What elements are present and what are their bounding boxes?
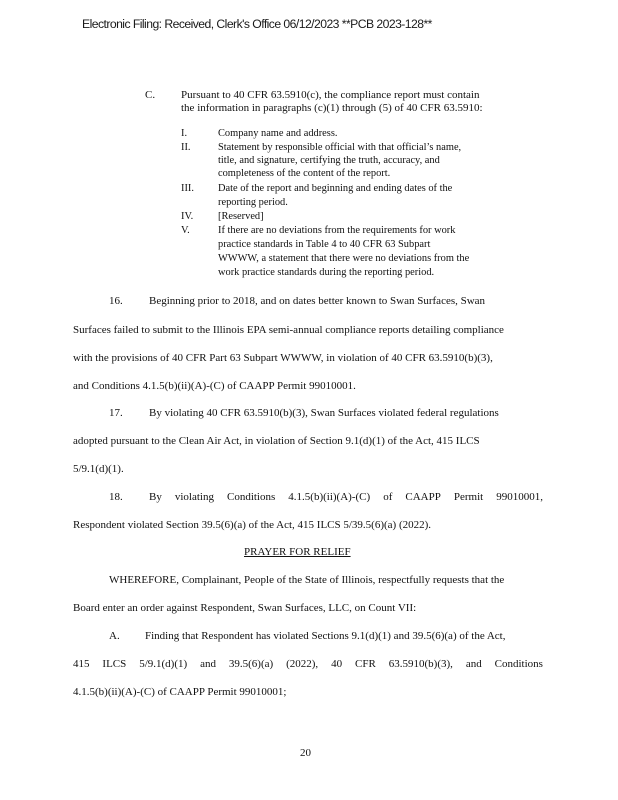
word: 4.1.5(b)(ii)(A)-(C) (288, 491, 371, 503)
paragraph-line: Board enter an order against Respondent, Swan Surfaces, LLC, on Count VII: (73, 602, 417, 614)
word: Permit (453, 491, 484, 503)
list-item-text: title, and signature, certifying the truth, accuracy, and (218, 155, 440, 166)
page-number: 20 (300, 747, 311, 759)
word: Conditions (494, 658, 543, 670)
paragraph-number: 17. (109, 407, 123, 419)
paragraph-line: and Conditions 4.1.5(b)(ii)(A)-(C) of CAAPP Permit 99010001. (73, 380, 356, 392)
list-marker: III. (181, 183, 194, 194)
list-item-text: Date of the report and beginning and ending dates of the (218, 183, 453, 194)
word: 63.5910(b)(3), (388, 658, 453, 670)
paragraph-line: 4.1.5(b)(ii)(A)-(C) of CAAPP Permit 99010001; (73, 686, 287, 698)
filing-header: Electronic Filing: Received, Clerk's Office 06/12/2023 **PCB 2023-128** (82, 17, 432, 31)
list-item-text: WWWW, a statement that there were no deviations from the (218, 253, 470, 264)
word: and (200, 658, 216, 670)
section-heading: PRAYER FOR RELIEF (244, 546, 351, 558)
word: violating (174, 491, 214, 503)
list-marker: IV. (181, 211, 194, 222)
item-marker: A. (109, 630, 120, 642)
list-item-text: If there are no deviations from the requirements for work (218, 225, 456, 236)
word: 99010001, (496, 491, 543, 503)
word: of (383, 491, 393, 503)
word: CAAPP (405, 491, 441, 503)
word: 39.5(6)(a) (228, 658, 274, 670)
word: 5/9.1(d)(1) (139, 658, 188, 670)
word: Conditions (226, 491, 276, 503)
list-item-text: reporting period. (218, 197, 288, 208)
word: (2022), (286, 658, 319, 670)
word: CFR (355, 658, 376, 670)
list-marker: II. (181, 142, 191, 153)
word: 415 (73, 658, 90, 670)
section-c-line: Pursuant to 40 CFR 63.5910(c), the compliance report must contain (181, 89, 480, 101)
list-item-text: [Reserved] (218, 211, 264, 222)
paragraph-number: 16. (109, 295, 123, 307)
list-marker: I. (181, 128, 188, 139)
paragraph-line: with the provisions of 40 CFR Part 63 Subpart WWWW, in violation of 40 CFR 63.5910(b)(3), (73, 352, 493, 364)
paragraph-line: Beginning prior to 2018, and on dates better known to Swan Surfaces, Swan (149, 295, 486, 307)
paragraph-line: 5/9.1(d)(1). (73, 463, 124, 475)
paragraph-number: 18. (109, 491, 123, 503)
paragraph-line: By violating 40 CFR 63.5910(b)(3), Swan Surfaces violated federal regulations (149, 407, 499, 419)
paragraph-line: Respondent violated Section 39.5(6)(a) of the Act, 415 ILCS 5/39.5(6)(a) (2022). (73, 519, 432, 531)
word: 40 (331, 658, 343, 670)
paragraph-line: adopted pursuant to the Clean Air Act, in violation of Section 9.1(d)(1) of the Act, 415 ILCS (73, 435, 480, 447)
list-item-text: Statement by responsible official with that official’s name, (218, 142, 462, 153)
list-item-text: completeness of the content of the report. (218, 168, 391, 179)
word: and (465, 658, 482, 670)
list-item-text: Company name and address. (218, 128, 338, 139)
justified-line (73, 658, 543, 670)
section-c-line: the information in paragraphs (c)(1) through (5) of 40 CFR 63.5910: (181, 102, 483, 114)
justified-line (149, 491, 543, 503)
paragraph-line: Surfaces failed to submit to the Illinois EPA semi-annual compliance reports detailing compliance (73, 324, 504, 336)
word: By (149, 491, 162, 503)
paragraph-line: WHEREFORE, Complainant, People of the State of Illinois, respectfully requests that the (109, 574, 505, 586)
list-item-text: work practice standards during the reporting period. (218, 267, 435, 278)
paragraph-line: Finding that Respondent has violated Sections 9.1(d)(1) and 39.5(6)(a) of the Act, (145, 630, 506, 642)
section-c-marker: C. (145, 89, 156, 101)
list-marker: V. (181, 225, 190, 236)
list-item-text: practice standards in Table 4 to 40 CFR 63 Subpart (218, 239, 431, 250)
word: ILCS (102, 658, 127, 670)
